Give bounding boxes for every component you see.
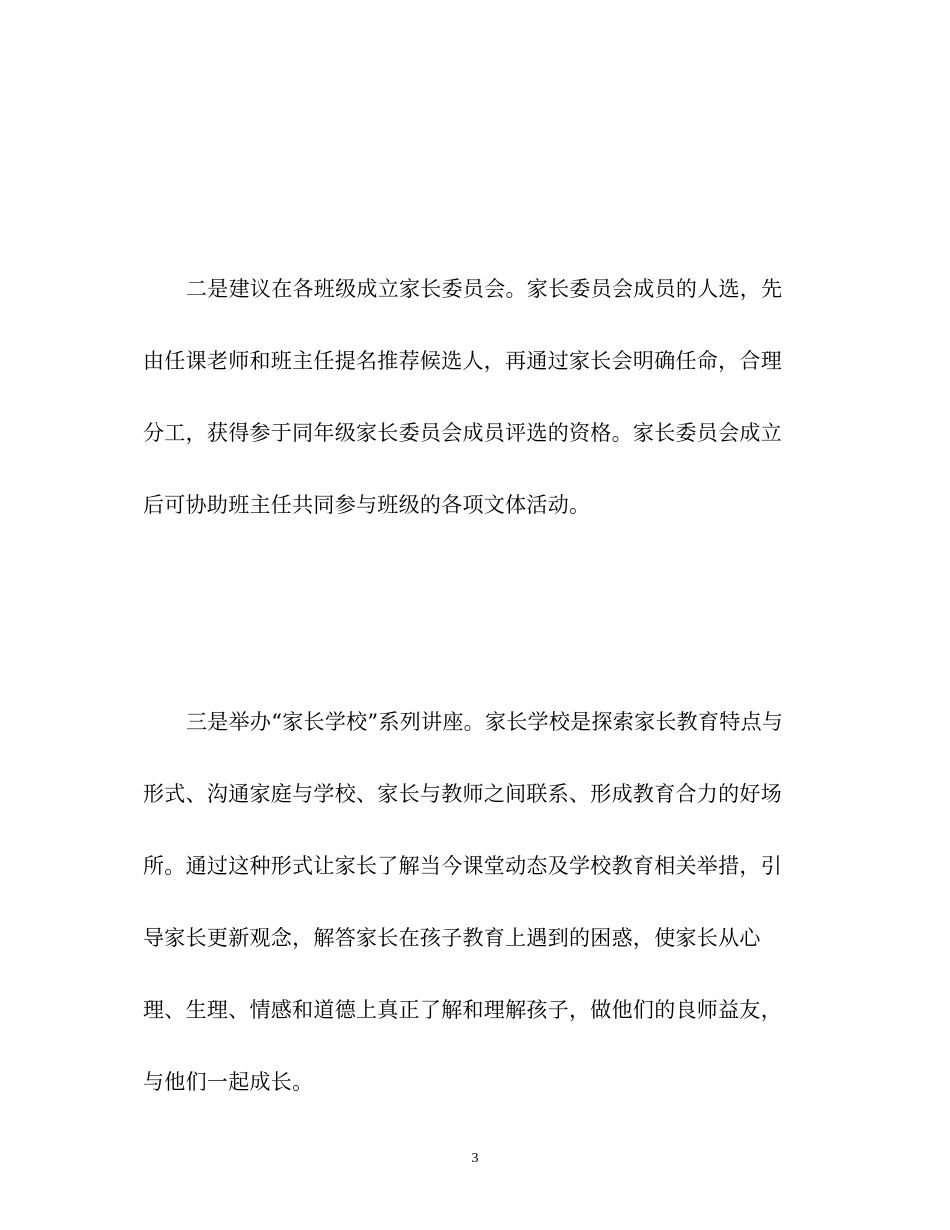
text-line: 后可协助班主任共同参与班级的各项文体活动。: [143, 493, 591, 517]
text-line: 形式、沟通家庭与学校、家长与教师之间联系、形成教育合力的好场: [143, 782, 782, 806]
text-line: 理、生理、情感和道德上真正了解和理解孩子，做他们的良师益友，: [143, 998, 782, 1022]
text-line: 所。通过这种形式让家长了解当今课堂动态及学校教育相关举措，引: [143, 854, 782, 878]
text-line: 由任课老师和班主任提名推荐候选人，再通过家长会明确任命，合理: [143, 349, 782, 373]
text-line: 与他们一起成长。: [143, 1070, 314, 1094]
text-line: 导家长更新观念，解答家长在孩子教育上遇到的困惑，使家长从心: [143, 926, 761, 950]
text-line: 三是举办“家长学校”系列讲座。家长学校是探索家长教育特点与: [186, 710, 784, 734]
text-line: 分工，获得参于同年级家长委员会成员评选的资格。家长委员会成立: [143, 421, 782, 445]
page-number: 3: [471, 1151, 479, 1166]
text-line: 二是建议在各班级成立家长委员会。家长委员会成员的人选，先: [186, 277, 783, 301]
